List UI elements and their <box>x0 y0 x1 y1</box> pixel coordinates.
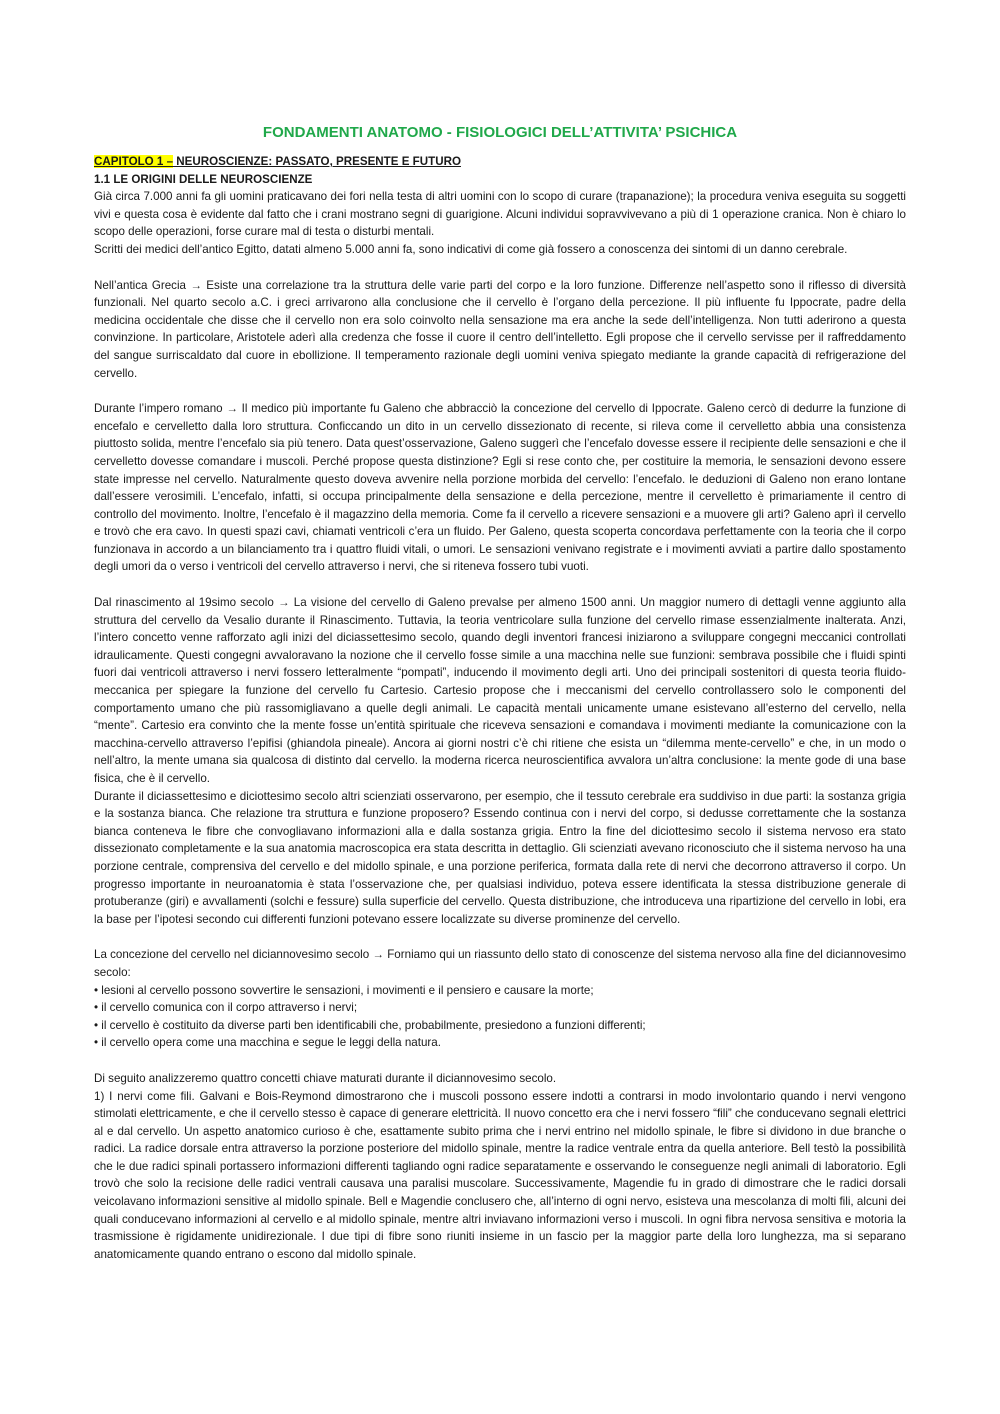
bullet-list <box>94 982 906 1052</box>
document-title: FONDAMENTI ANATOMO - FISIOLOGICI DELL’ATTIVITA’ PSICHICA <box>262 124 738 141</box>
paragraph-diciannovesimo-secolo: La concezione del cervello nel diciannovesimo secolo → Forniamo qui un riassunto dello stato di conoscenze del sistema nervoso alla fine del diciannovesimo secolo: <box>94 948 907 979</box>
list-item: • il cervello opera come una macchina e segue le leggi della natura. <box>94 1034 906 1052</box>
paragraph-diciottesimo-secolo: Durante il diciassettesimo e diciottesimo secolo altri scienziati osservarono, per esempio, che il tessuto cerebrale era suddiviso in due parti: la sostanza grigia e la sostanza bianca. Che relazione tra struttura e funzione proposero? Essendo continua con i nervi del corpo, si dedusse correttamente che la sostanza bianca conteneva le fibre che convogliavano informazioni alla e dalla sostanza grigia. Entro la fine del diciottesimo secolo il sistema nervoso era stato dissezionato completamente e la sua anatomia macroscopica era stata descritta in dettaglio. Gli scienziati avevano riconosciuto che il sistema nervoso ha una porzione centrale, comprensiva del cervello e del midollo spinale, e una porzione periferica, formata dalla rete di nervi che decorrono attraverso il corpo. Un progresso importante in neuroanatomia è stata l’osservazione che, per qualsiasi individuo, poteva essere identificata la stessa distribuzione generale di protuberanze (giri) e avvallamenti (solchi e fessure) sulla superficie del cervello. Questa distribuzione, che introduceva una ripartizione del cervello in lobi, era la base per l’ipotesi secondo cui differenti funzioni potevano essere localizzate su diverse prominenze del cervello. <box>94 789 906 926</box>
section-heading: 1.1 LE ORIGINI DELLE NEUROSCIENZE <box>94 172 313 186</box>
paragraph-impero-romano: Durante l’impero romano → Il medico più importante fu Galeno che abbracciò la concezione del cervello di Ippocrate. Galeno cercò di dedurre la funzione di encefalo e cervelletto dalla loro struttura. Conficcando un dito in un cervello dissezionato di recente, si rileva come il cervelletto abbia una consistenza piuttosto solida, mentre l’encefalo sia più tenero. Data quest’osservazione, Galeno suggerì che l’encefalo dovesse essere il recipiente delle sensazioni e che il cervelletto dovesse comandare i muscoli. Perché propose questa distinzione? Egli si rese conto che, per costituire la memoria, le sensazioni devono essere state impresse nel cervello. Naturalmente questo doveva avvenire nella porzione morbida del cervello: l’encefalo. le deduzioni di Galeno non erano lontane dall’essere verosimili. L’encefalo, infatti, si occupa principalmente della sensazione e della percezione, mentre il cervelletto è primariamente il centro di controllo del movimento. Inoltre, l’encefalo è il magazzino della memoria. Come fa il cervello a ricevere sensazioni e a muovere gli arti? Galeno aprì il cervello e trovò che era cavo. In questi spazi cavi, chiamati ventricoli c’era un fluido. Per Galeno, questa scoperta concordava perfettamente con la teoria che il corpo funzionava in accordo a un bilanciamento tra i quattro fluidi vitali, o umori. Le sensazioni venivano registrate e i movimenti avviati a partire dallo spostamento degli umori da o verso i ventricoli del cervello attraverso i nervi, che si riteneva fossero tubi vuoti. <box>94 402 906 574</box>
paragraph-rinascimento: Dal rinascimento al 19simo secolo → La visione del cervello di Galeno prevalse per almeno 1500 anni. Un maggior numero di dettagli venne aggiunto alla struttura del cervello da Vesalio durante il Rinascimento. Tuttavia, la teoria ventricolare sulla funzione del cervello rimase essenzialmente inalterata. Anzi, l’intero concetto venne rafforzato agli inizi del diciassettesimo secolo, quando degli inventori francesi iniziarono a sviluppare congegni meccanici controllati idraulicamente. Questi congegni avvaloravano la nozione che il cervello fosse simile a una macchina nelle sue funzioni: sembrava possibile che i fluidi spinti fuori dai ventricoli attraverso i nervi fossero letteralmente “pompati”, inducendo il movimento degli arti. Uno dei principali sostenitori di questa teoria fluido-meccanica per spiegare la funzione del cervello fu Cartesio. Cartesio propose che i meccanismi del cervello controllassero solo le componenti del comportamento umano che più rassomigliavano a quelle degli animali. Le capacità mentali unicamente umane esistevano all’esterno del cervello, nella “mente”. Cartesio era convinto che la mente fosse un’entità spirituale che riceveva sensazioni e comandava i movimenti mediante la comunicazione con la macchina-cervello attraverso l’epifisi (ghiandola pineale). Ancora ai giorni nostri c’è chi ritiene che esista un “dilemma mente-cervello” e che, in un modo o nell’altro, la mente umana sia qualcosa di distinto dal cervello. la moderna ricerca neuroscientifica avvalora un’altra conclusione: la mente gode di una base fisica, che è il cervello. <box>94 596 906 785</box>
chapter-label: CAPITOLO 1 – <box>94 155 174 168</box>
paragraph-nervi-come-fili: 1) I nervi come fili. Galvani e Bois-Reymond dimostrarono che i muscoli possono essere indotti a contrarsi in modo involontario quando i nervi vengono stimolati elettricamente, e che il cervello stesso è capace di generare elettricità. Il nuovo concetto era che i nervi fossero “fili” che conducevano segnali elettrici al e dal cervello. Un aspetto anatomico curioso è che, esattamente subito prima che i nervi entrino nel midollo spinale, le fibre si dividono in due branche o radici. La radice dorsale entra attraverso la porzione posteriore del midollo spinale, mentre la radice ventrale entra da quella anteriore. Bell testò la possibilità che le due radici spinali portassero informazioni differenti tagliando ogni radice separatamente e osservando le conseguenze negli animali di laboratorio. Egli trovò che solo la recisione delle radici ventrali causava una paralisi muscolare. Successivamente, Magendie fu in grado di dimostrare che le radici dorsali veicolavano informazioni sensitive al midollo spinale. Bell e Magendie conclusero che, all’interno di ogni nervo, esisteva una mescolanza di molti fili, alcuni dei quali conducevano informazioni al cervello e al midollo spinale, mentre altri inviavano informazioni verso i muscoli. In ogni fibra nervosa sensitiva e motoria la trasmissione è rigidamente unidirezionale. I due tipi di fibre sono riuniti insieme in un fascio per la maggior parte della loro lunghezza, ma si separano anatomicamente quando entrano o escono dal midollo spinale. <box>94 1089 906 1261</box>
paragraph-egitto: Scritti dei medici dell’antico Egitto, datati almeno 5.000 anni fa, sono indicativi di come già fossero a conoscenza dei sintomi di un danno cerebrale. <box>94 242 848 256</box>
list-item: • il cervello è costituito da diverse parti ben identificabili che, probabilmente, presiedono a funzioni differenti; <box>94 1017 906 1035</box>
paragraph-concetti-chiave: Di seguito analizzeremo quattro concetti chiave maturati durante il diciannovesimo secolo. <box>94 1071 557 1085</box>
list-item: • il cervello comunica con il corpo attraverso i nervi; <box>94 999 906 1017</box>
chapter-heading <box>94 153 906 171</box>
paragraph-grecia: Nell’antica Grecia → Esiste una correlazione tra la struttura delle varie parti del corpo e la loro funzione. Differenze nell’aspetto sono il riflesso di diversità funzionali. Nel quarto secolo a.C. i greci arrivarono alla conclusione che il cervello è l’organo della percezione. Il più influente fu Ippocrate, padre della medicina occidentale che disse che il cervello non era solo coinvolto nella sensazione ma era anche la sede dell’intelligenza. Non tutti aderirono a questa convinzione. In particolare, Aristotele aderì alla credenza che fosse il cuore il centro dell’intelletto. Egli propose che il cervello servisse per il raffreddamento del sangue surriscaldato dal cuore in ebollizione. Il temperamento razionale degli uomini veniva spiegato mediante la grande capacità di refrigerazione del cervello. <box>94 278 906 380</box>
list-item: • lesioni al cervello possono sovvertire le sensazioni, i movimenti e il pensiero e causare la morte; <box>94 982 906 1000</box>
chapter-title: NEUROSCIENZE: PASSATO, PRESENTE E FUTURO <box>173 155 461 168</box>
paragraph-trapanazione: Già circa 7.000 anni fa gli uomini praticavano dei fori nella testa di altri uomini con lo scopo di curare (trapanazione); la procedura veniva eseguita su soggetti vivi e questa cosa è evidente dal fatto che i crani mostrano segni di guarigione. Alcuni individui sopravvivevano a più di 1 operazione cranica. Non è chiaro lo scopo delle operazioni, forse curare mal di testa o disturbi mentali. <box>94 190 906 239</box>
document-page <box>94 118 906 1263</box>
